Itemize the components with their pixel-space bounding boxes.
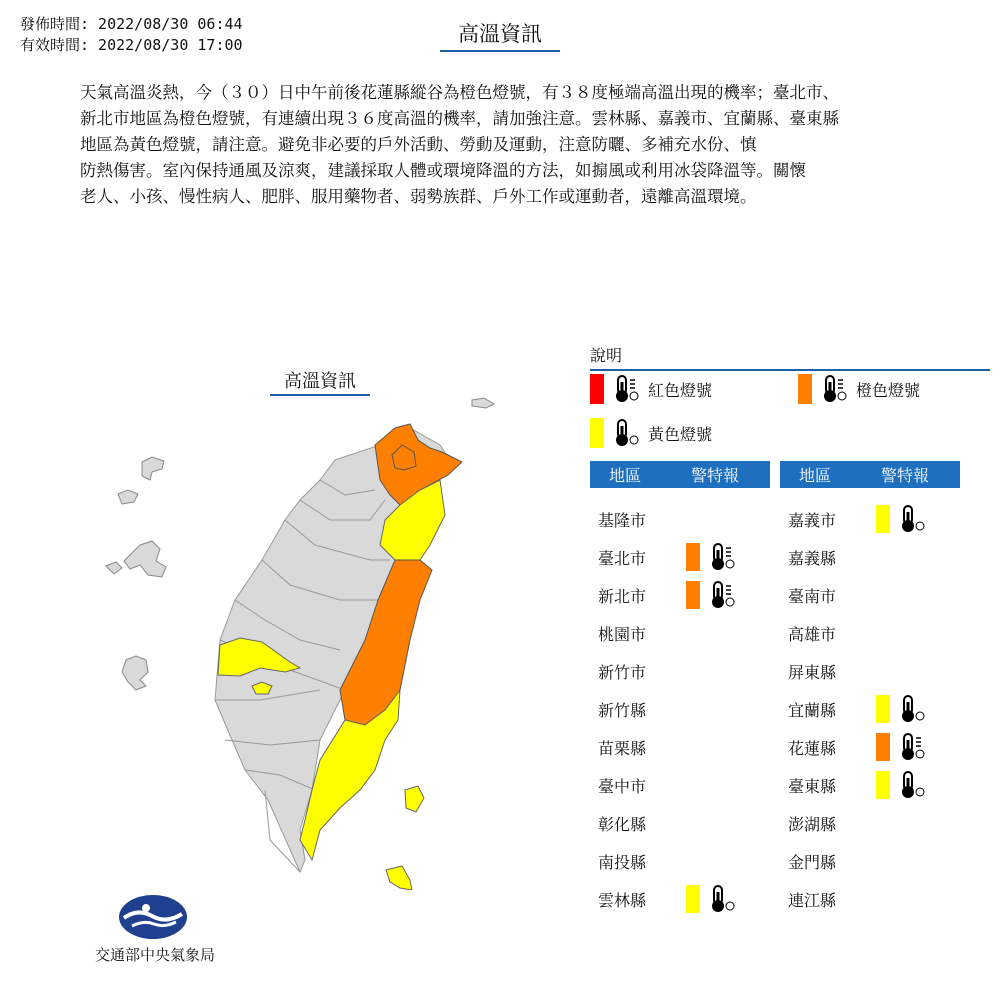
description-line: 天氣高溫炎熱，今（３０）日中午前後花蓮縣縱谷為橙色燈號，有３８度極端高溫出現的機率；臺北市、 <box>80 83 839 102</box>
orange-swatch <box>798 374 812 404</box>
table-row <box>780 616 866 650</box>
region-name: 彰化縣 <box>598 814 647 834</box>
alert-mark <box>686 542 736 572</box>
alert-mark <box>876 694 926 724</box>
yellow-swatch <box>876 695 890 723</box>
region-name: 連江縣 <box>788 890 837 910</box>
alert-mark <box>686 884 736 914</box>
table-row <box>780 692 926 726</box>
table-row <box>590 654 676 688</box>
region-name: 新竹市 <box>598 662 647 682</box>
region-name: 高雄市 <box>788 624 837 644</box>
thermometer-icon <box>708 884 736 914</box>
region-name: 基隆市 <box>598 510 647 530</box>
table-row <box>590 502 676 536</box>
map-title: 高溫資訊 <box>270 367 370 396</box>
issue-time: 發佈時間: 2022/08/30 06:44 <box>20 15 243 33</box>
region-name: 臺北市 <box>598 548 647 568</box>
col-alert: 警特報 <box>690 466 739 485</box>
table-row <box>780 654 866 688</box>
region-name: 金門縣 <box>788 852 837 872</box>
yellow-swatch <box>876 505 890 533</box>
penghu-island <box>124 541 166 577</box>
orange-swatch <box>686 581 700 609</box>
table-row <box>780 502 926 536</box>
valid-time: 有效時間: 2022/08/30 17:00 <box>20 36 243 54</box>
region-name: 苗栗縣 <box>598 738 647 758</box>
region-name: 新竹縣 <box>598 700 647 720</box>
table-row <box>780 768 926 802</box>
thermometer-icon <box>898 504 926 534</box>
penghu-island <box>122 656 148 690</box>
legend-heading: 說明 <box>590 343 990 371</box>
alert-mark <box>876 732 926 762</box>
region-name: 嘉義縣 <box>788 548 837 568</box>
table-row <box>590 768 676 802</box>
yellow-swatch <box>686 885 700 913</box>
thermometer-icon <box>820 374 848 404</box>
table-row <box>590 882 736 916</box>
region-name: 臺南市 <box>788 586 837 606</box>
table-row <box>590 578 736 612</box>
description-line: 防熱傷害。室內保持通風及涼爽，建議採取人體或環境降溫的方法，如搧風或利用冰袋降溫等。關懷 <box>80 161 806 180</box>
yellow-swatch <box>590 418 604 448</box>
table-row <box>590 806 676 840</box>
yellow-swatch <box>876 771 890 799</box>
description-line: 老人、小孩、慢性病人、肥胖、服用藥物者、弱勢族群、戶外工作或運動者，遠離高溫環境。 <box>80 187 757 206</box>
alert-mark <box>876 504 926 534</box>
thermometer-icon <box>708 542 736 572</box>
penghu-island <box>106 562 122 574</box>
turtle-island <box>472 398 494 408</box>
red-swatch <box>590 374 604 404</box>
table-header-right <box>780 461 960 488</box>
alert-mark <box>876 770 926 800</box>
taiwan-map <box>95 370 495 890</box>
legend-red-label: 紅色燈號 <box>648 380 713 400</box>
thermometer-icon <box>708 580 736 610</box>
legend-orange <box>798 374 920 404</box>
region-name: 雲林縣 <box>598 890 647 910</box>
table-row <box>590 616 676 650</box>
penghu-island <box>142 457 164 480</box>
table-header-left <box>590 461 770 488</box>
penghu-islands <box>106 457 166 690</box>
issue-meta <box>20 14 243 56</box>
region-name: 花蓮縣 <box>788 738 837 758</box>
agency-name: 交通部中央氣象局 <box>94 946 215 964</box>
table-row <box>780 578 866 612</box>
description-line: 新北市地區為橙色燈號，有連續出現３６度高溫的機率，請加強注意。雲林縣、嘉義市、宜蘭縣、臺東縣 <box>80 109 839 128</box>
region-name: 宜蘭縣 <box>788 700 837 720</box>
table-row <box>780 730 926 764</box>
green-island <box>405 786 424 812</box>
orchid-island <box>386 866 412 890</box>
thermometer-icon <box>898 694 926 724</box>
orange-swatch <box>686 543 700 571</box>
thermometer-icon <box>898 732 926 762</box>
legend-yellow <box>590 418 712 448</box>
region-name: 嘉義市 <box>788 510 837 530</box>
alert-mark <box>686 580 736 610</box>
table-row <box>780 882 866 916</box>
cwb-logo <box>118 894 188 940</box>
region-name: 澎湖縣 <box>788 814 837 834</box>
table-row <box>780 540 866 574</box>
thermometer-icon <box>612 418 640 448</box>
table-row <box>590 540 736 574</box>
region-name: 臺中市 <box>598 776 647 796</box>
col-region: 地區 <box>798 466 831 485</box>
thermometer-icon <box>612 374 640 404</box>
region-name: 屏東縣 <box>788 662 837 682</box>
description-line: 地區為黃色燈號，請注意。避免非必要的戶外活動、勞動及運動，注意防曬、多補充水份、慎 <box>80 135 757 154</box>
region-name: 臺東縣 <box>788 776 837 796</box>
legend-red <box>590 374 712 404</box>
table-row <box>780 844 866 878</box>
legend-yellow-label: 黃色燈號 <box>648 424 713 444</box>
penghu-island <box>118 490 138 504</box>
table-row <box>590 730 676 764</box>
page-title: 高溫資訊 <box>440 18 560 52</box>
table-row <box>590 692 676 726</box>
orange-swatch <box>876 733 890 761</box>
table-row <box>590 844 676 878</box>
col-alert: 警特報 <box>880 466 929 485</box>
legend-orange-label: 橙色燈號 <box>856 380 921 400</box>
region-name: 桃園市 <box>598 624 647 644</box>
description <box>80 80 920 210</box>
thermometer-icon <box>898 770 926 800</box>
table-row <box>780 806 866 840</box>
region-name: 新北市 <box>598 586 647 606</box>
region-name: 南投縣 <box>598 852 647 872</box>
col-region: 地區 <box>608 466 641 485</box>
